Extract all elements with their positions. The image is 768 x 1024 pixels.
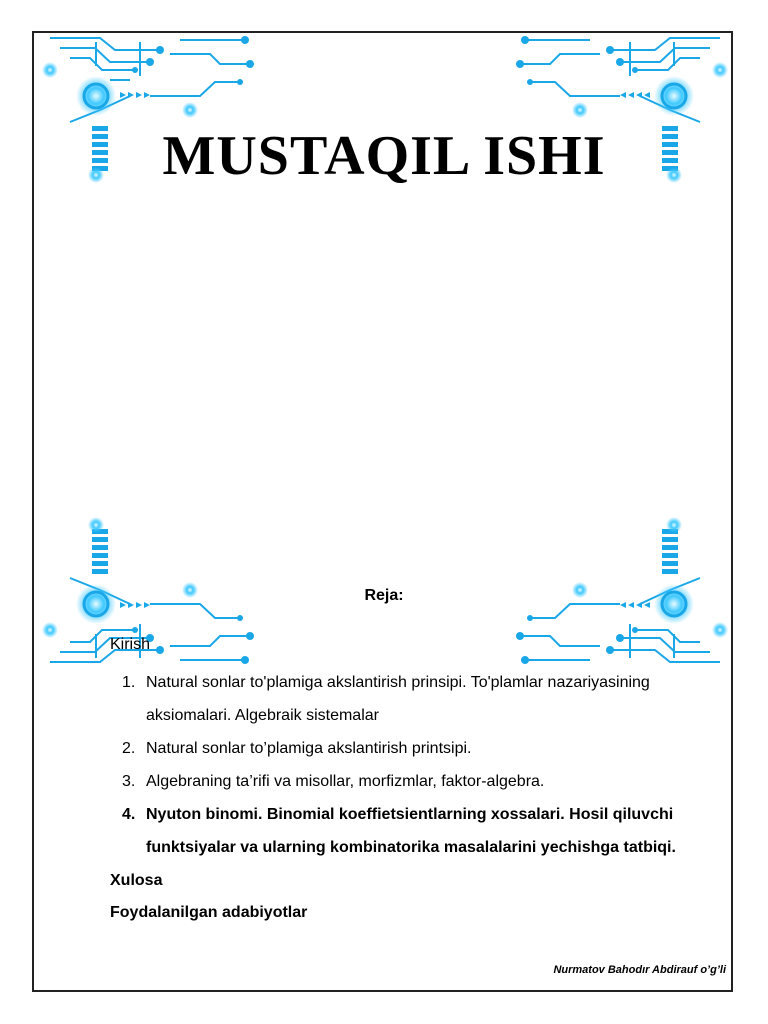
plan-item-1 xyxy=(122,666,722,732)
plan-item-4 xyxy=(122,798,722,864)
plan-item-3 xyxy=(122,765,722,798)
plan-item-number: 4. xyxy=(122,806,136,823)
references-item: Foydalanilgan adabiyotlar xyxy=(110,904,308,921)
plan-item-number: 2. xyxy=(122,740,136,757)
plan-item-text: Natural sonlar to'plamiga akslantirish prinsipi. To'plamlar nazariyasining aksiomalari. Algebraik sistemalar xyxy=(146,674,650,724)
plan-item-number: 3. xyxy=(122,773,136,790)
plan-item-text: Natural sonlar to’plamiga akslantirish printsipi. xyxy=(146,740,472,757)
plan-item-number: 1. xyxy=(122,674,136,691)
plan-heading: Reja: xyxy=(364,587,404,604)
intro-item: Kirish xyxy=(110,636,151,653)
plan-item-2 xyxy=(122,732,722,765)
page-title: MUSTAQIL ISHI xyxy=(162,125,606,187)
conclusion-item: Xulosa xyxy=(110,872,163,889)
plan-list xyxy=(122,666,722,864)
plan-item-text: Algebraning ta’rifi va misollar, morfizmlar, faktor-algebra. xyxy=(146,773,545,790)
author-name: Nurmatov Bahodır Abdirauf o’g’li xyxy=(553,964,726,976)
plan-item-text: Nyuton binomi. Binomial koeffietsientlarning xossalari. Hosil qiluvchi funktsiyalar va ularning kombinatorika masalalarini yechishga tatbiqi. xyxy=(146,806,676,856)
